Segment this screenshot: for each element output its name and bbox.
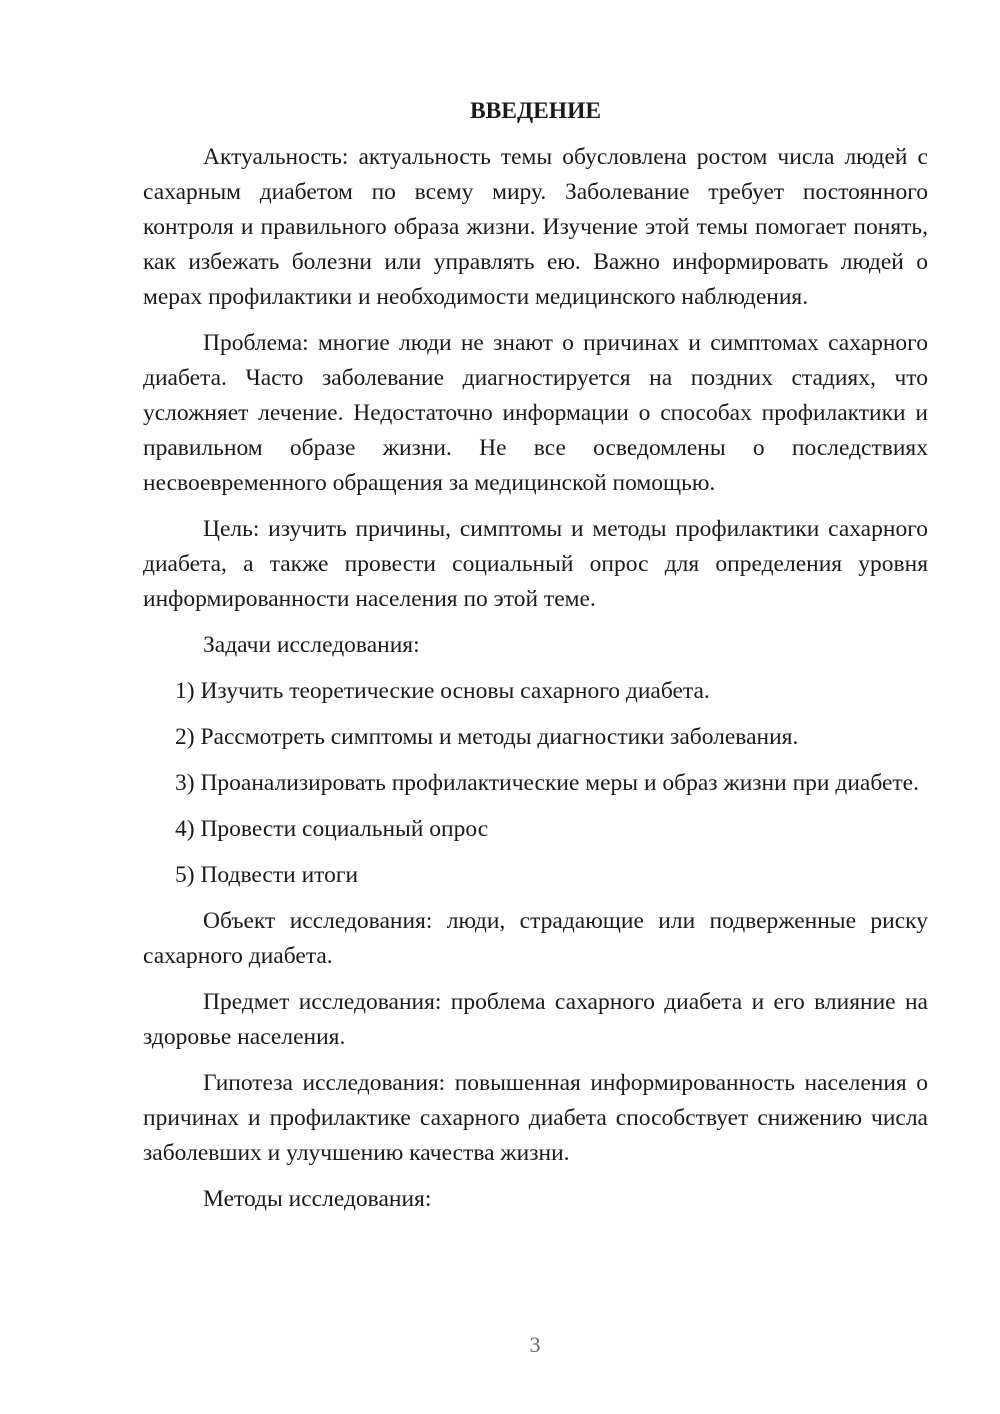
task-item-4: 4) Провести социальный опрос	[175, 816, 489, 842]
section-title: ВВЕДЕНИЕ	[469, 98, 602, 124]
tasks-list	[143, 674, 928, 893]
document-page	[143, 94, 928, 1228]
goal-paragraph: Цель: изучить причины, симптомы и методы профилактики сахарного диабета, а также провести социальный опрос для определения уровня информированности населения по этой теме.	[143, 516, 928, 612]
task-item-2: 2) Рассмотреть симптомы и методы диагностики заболевания.	[175, 724, 799, 750]
problem-paragraph: Проблема: многие люди не знают о причинах и симптомах сахарного диабета. Часто заболевание диагностируется на поздних стадиях, что усложняет лечение. Недостаточно информации о способах профилактики и правильном образе жизни. Не все осведомлены о последствиях несвоевременного обращения за медицинской помощью.	[143, 330, 928, 496]
hypothesis-paragraph: Гипотеза исследования: повышенная информированность населения о причинах и профилактике сахарного диабета способствует снижению числа заболевших и улучшению качества жизни.	[143, 1070, 928, 1166]
object-paragraph: Объект исследования: люди, страдающие или подверженные риску сахарного диабета.	[143, 908, 928, 969]
subject-paragraph: Предмет исследования: проблема сахарного диабета и его влияние на здоровье населения.	[143, 989, 928, 1050]
page-number: 3	[529, 1332, 541, 1357]
tasks-heading: Задачи исследования:	[203, 632, 420, 658]
task-item-5: 5) Подвести итоги	[175, 862, 359, 888]
task-item-1: 1) Изучить теоретические основы сахарного диабета.	[175, 678, 710, 704]
methods-heading: Методы исследования:	[203, 1186, 432, 1212]
relevance-paragraph: Актуальность: актуальность темы обусловлена ростом числа людей с сахарным диабетом по всему миру. Заболевание требует постоянного контроля и правильного образа жизни. Изучение этой темы помогает понять, как избежать болезни или управлять ею. Важно информировать людей о мерах профилактики и необходимости медицинского наблюдения.	[143, 144, 928, 310]
task-item-3: 3) Проанализировать профилактические меры и образ жизни при диабете.	[175, 770, 919, 796]
